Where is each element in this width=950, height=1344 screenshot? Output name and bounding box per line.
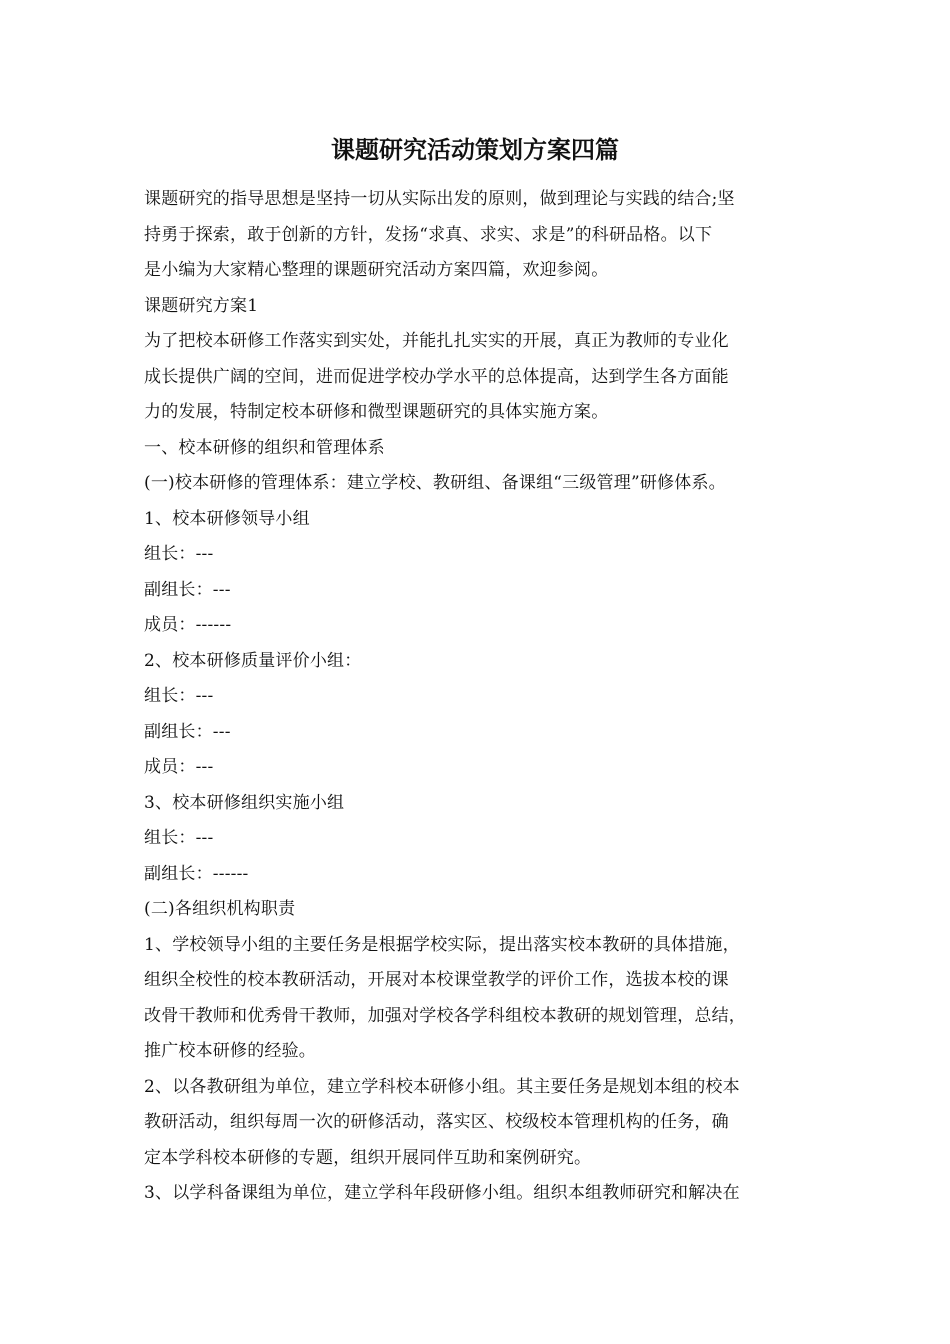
paragraph [144,892,814,928]
text-line: 3、校本研修组织实施小组 [144,792,345,813]
text-line: 副组长：--- [144,579,231,600]
text-line: 成员：------ [144,615,232,635]
text-line: 教研活动，组织每周一次的研修活动，落实区、校级校本管理机构的任务，确 [144,1112,729,1132]
text-line: 持勇于探索，敢于创新的方针，发扬“求真、求实、求是”的科研品格。以下 [144,224,713,245]
paragraph [144,466,814,502]
text-line: 课题研究的指导思想是坚持一切从实际出发的原则，做到理论与实践的结合;坚 [144,189,735,209]
paragraph [144,182,814,289]
text-line: 1、校本研修领导小组 [144,508,310,529]
paragraph [144,715,814,751]
text-line: 是小编为大家精心整理的课题研究活动方案四篇，欢迎参阅。 [144,260,609,280]
text-line: 2、校本研修质量评价小组： [144,650,362,671]
text-line: 成员：--- [144,757,214,777]
text-line: (二)各组织机构职责 [144,899,296,919]
paragraph [144,750,814,786]
paragraph [144,1070,814,1177]
paragraph [144,502,814,538]
text-line: 一、校本研修的组织和管理体系 [144,437,385,458]
text-line: 组长：--- [144,686,214,706]
text-line: 组长：--- [144,544,214,564]
text-line: 成长提供广阔的空间，进而促进学校办学水平的总体提高，达到学生各方面能 [144,366,729,387]
text-line: 副组长：--- [144,721,231,742]
paragraph [144,324,814,431]
paragraph [144,857,814,893]
text-line: 为了把校本研修工作落实到实处，并能扎扎实实的开展，真正为教师的专业化 [144,331,729,351]
text-line: 1、学校领导小组的主要任务是根据学校实际，提出落实校本教研的具体措施， [144,934,740,955]
text-line: 推广校本研修的经验。 [144,1041,316,1061]
text-line: 副组长：------ [144,863,249,884]
paragraph [144,608,814,644]
paragraph [144,537,814,573]
text-line: 组长：--- [144,828,214,848]
text-line: 定本学科校本研修的专题，组织开展同伴互助和案例研究。 [144,1147,592,1168]
paragraph [144,928,814,1070]
paragraph [144,289,814,325]
paragraph [144,644,814,680]
paragraph [144,1176,814,1212]
paragraph [144,679,814,715]
paragraph [144,431,814,467]
paragraph [144,786,814,822]
document-title: 课题研究活动策划方案四篇 [331,135,619,164]
text-line: 力的发展，特制定校本研修和微型课题研究的具体实施方案。 [144,402,609,422]
text-line: 组织全校性的校本教研活动，开展对本校课堂教学的评价工作，选拔本校的课 [144,970,729,990]
text-line: 课题研究方案1 [144,295,259,316]
text-line: (一)校本研修的管理体系：建立学校、教研组、备课组“三级管理”研修体系。 [144,473,726,493]
paragraph [144,573,814,609]
text-line: 改骨干教师和优秀骨干教师，加强对学校各学科组校本教研的规划管理，总结， [144,1005,746,1026]
text-line: 3、以学科备课组为单位，建立学科年段研修小组。组织本组教师研究和解决在 [144,1183,740,1203]
document-body [144,182,814,1212]
paragraph [144,821,814,857]
text-line: 2、以各教研组为单位，建立学科校本研修小组。其主要任务是规划本组的校本 [144,1076,740,1097]
